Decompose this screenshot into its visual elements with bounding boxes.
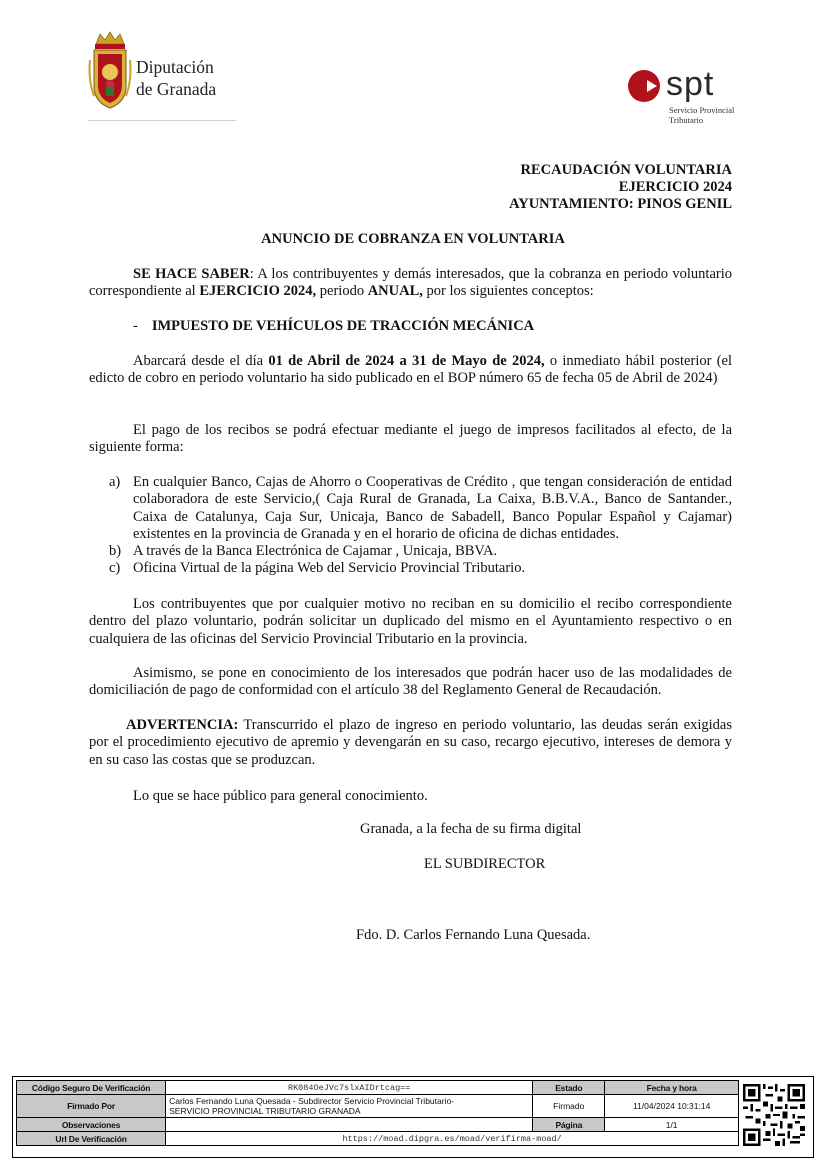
period-text-1: Abarcará desde el día: [133, 353, 269, 369]
diputacion-line-1: Diputación: [136, 57, 214, 77]
verification-url[interactable]: https://moad.dipgra.es/moad/verifirma-moad/: [166, 1132, 739, 1146]
intro-text-3: por los siguientes conceptos:: [422, 283, 594, 300]
intro-exercise: EJERCICIO 2024,: [199, 283, 317, 300]
period-dates: 01 de Abril de 2024 a 31 de Mayo de 2024,: [268, 353, 545, 369]
datetime-label: Fecha y hora: [605, 1081, 739, 1095]
logo-divider: [88, 120, 236, 121]
table-row: [17, 1132, 739, 1146]
status-value: Firmado: [533, 1095, 605, 1118]
list-text: En cualquier Banco, Cajas de Ahorro o Cooperativas de Crédito , que tengan consideración de entidad colaboradora de este Servicio,( Caja Rural de Granada, La Caixa, B.B.V.A., Banco de Santander., Caixa de Catalunya, Caja Sur, Unicaja, Banco de Sabadell, Banco Popular Español y Cajamar) existentes en la provincia de Granada y en el horario de oficina de dichas entidades.: [133, 474, 732, 542]
table-row: [17, 1081, 739, 1095]
signed-by-line-2: SERVICIO PROVINCIAL TRIBUTARIO GRANADA: [169, 1106, 361, 1116]
heading-line-1: RECAUDACIÓN VOLUNTARIA: [520, 162, 732, 178]
warning-text: Transcurrido el plazo de ingreso en periodo voluntario, las deudas serán exigidas por el procedimiento ejecutivo de apremio y devengarán en su caso, recargo ejecutivo, intereses de demora y en su caso las costas que se produzcan.: [89, 717, 732, 768]
code-value: RK084OeJVc7slxAIDrtcag==: [166, 1081, 533, 1095]
period-text-2: o inmediato hábil posterior (el edicto de cobro en periodo voluntario ha sido publicado en el BOP número 65 de fecha 05 de Abril de 2024): [89, 353, 732, 387]
intro-text-2: periodo: [316, 283, 368, 300]
verification-footer: [12, 1076, 814, 1158]
warning-paragraph: [89, 717, 732, 769]
page-value: 1/1: [605, 1118, 739, 1132]
spt-subtitle: [669, 106, 734, 125]
concept-label: IMPUESTO DE VEHÍCULOS DE TRACCIÓN MECÁNICA: [151, 318, 535, 334]
observations-value: [166, 1118, 533, 1132]
qr-code-icon: [743, 1084, 805, 1146]
duplicate-paragraph: Los contribuyentes que por cualquier motivo no reciban en su domicilio el recibo correspondiente dentro del plazo voluntario, podrán solicitar un duplicado del mismo en el Ayuntamiento respectivo o en cualquiera de las oficinas del Servicio Provincial Tributario en la provincia.: [89, 596, 732, 647]
closing-paragraph: Lo que se hace público para general conocimiento.: [133, 788, 428, 804]
observations-label: Observaciones: [17, 1118, 166, 1132]
signer-name: Fdo. D. Carlos Fernando Luna Quesada.: [356, 927, 591, 943]
list-marker: a): [109, 474, 121, 490]
signed-by-label: Firmado Por: [17, 1095, 166, 1118]
period-paragraph: [89, 353, 732, 388]
warning-lead: ADVERTENCIA:: [126, 717, 239, 733]
list-marker: b): [109, 543, 122, 560]
intro-period: ANUAL,: [367, 283, 423, 300]
spt-sub-line-1: Servicio Provincial: [669, 105, 735, 115]
tax-concept: [133, 318, 534, 335]
signer-role: EL SUBDIRECTOR: [424, 856, 546, 872]
list-item: [89, 560, 732, 577]
datetime-value: 11/04/2024 10:31:14: [605, 1095, 739, 1118]
list-text: Oficina Virtual de la página Web del Servicio Provincial Tributario.: [133, 560, 526, 577]
intro-lead: SE HACE SABER: [133, 266, 250, 282]
payment-intro-paragraph: El pago de los recibos se podrá efectuar mediante el juego de impresos facilitados al efecto, de la siguiente forma:: [89, 422, 732, 456]
spt-wordmark: spt: [666, 65, 715, 103]
status-label: Estado: [533, 1081, 605, 1095]
concept-dash: -: [133, 318, 138, 334]
url-label: Url De Verificación: [17, 1132, 166, 1146]
intro-paragraph: [89, 266, 732, 301]
place-date: Granada, a la fecha de su firma digital: [360, 821, 582, 837]
verification-table: [16, 1080, 739, 1146]
table-row: [17, 1095, 739, 1118]
signed-by-value: [166, 1095, 533, 1118]
spt-sub-line-2: Tributario: [669, 114, 704, 125]
list-marker: c): [109, 560, 121, 577]
diputacion-line-2: de Granada: [136, 79, 217, 99]
diputacion-name: [136, 56, 216, 100]
heading-line-3: AYUNTAMIENTO: PINOS GENIL: [509, 196, 732, 212]
list-item: [89, 474, 732, 543]
table-row: [17, 1118, 739, 1132]
document-title: ANUNCIO DE COBRANZA EN VOLUNTARIA: [261, 231, 565, 247]
signed-by-line-1: Carlos Fernando Luna Quesada - Subdirector Servicio Provincial Tributario-: [169, 1096, 455, 1106]
page-label: Página: [533, 1118, 605, 1132]
domiciliation-paragraph: Asimismo, se pone en conocimiento de los interesados que podrán hacer uso de las modalidades de domiciliación de pago de conformidad con el artículo 38 del Reglamento General de Recaudación.: [89, 665, 732, 699]
payment-options-list: [89, 474, 732, 578]
collection-heading: [509, 162, 732, 213]
list-text: A través de la Banca Electrónica de Cajamar , Unicaja, BBVA.: [133, 543, 498, 560]
heading-line-2: EJERCICIO 2024: [618, 179, 732, 195]
code-label: Código Seguro De Verificación: [17, 1081, 166, 1095]
list-item: [89, 543, 732, 560]
intro-text-1: : A los contribuyentes y demás interesados, que la cobranza en periodo voluntario correspondiente al: [89, 266, 732, 300]
